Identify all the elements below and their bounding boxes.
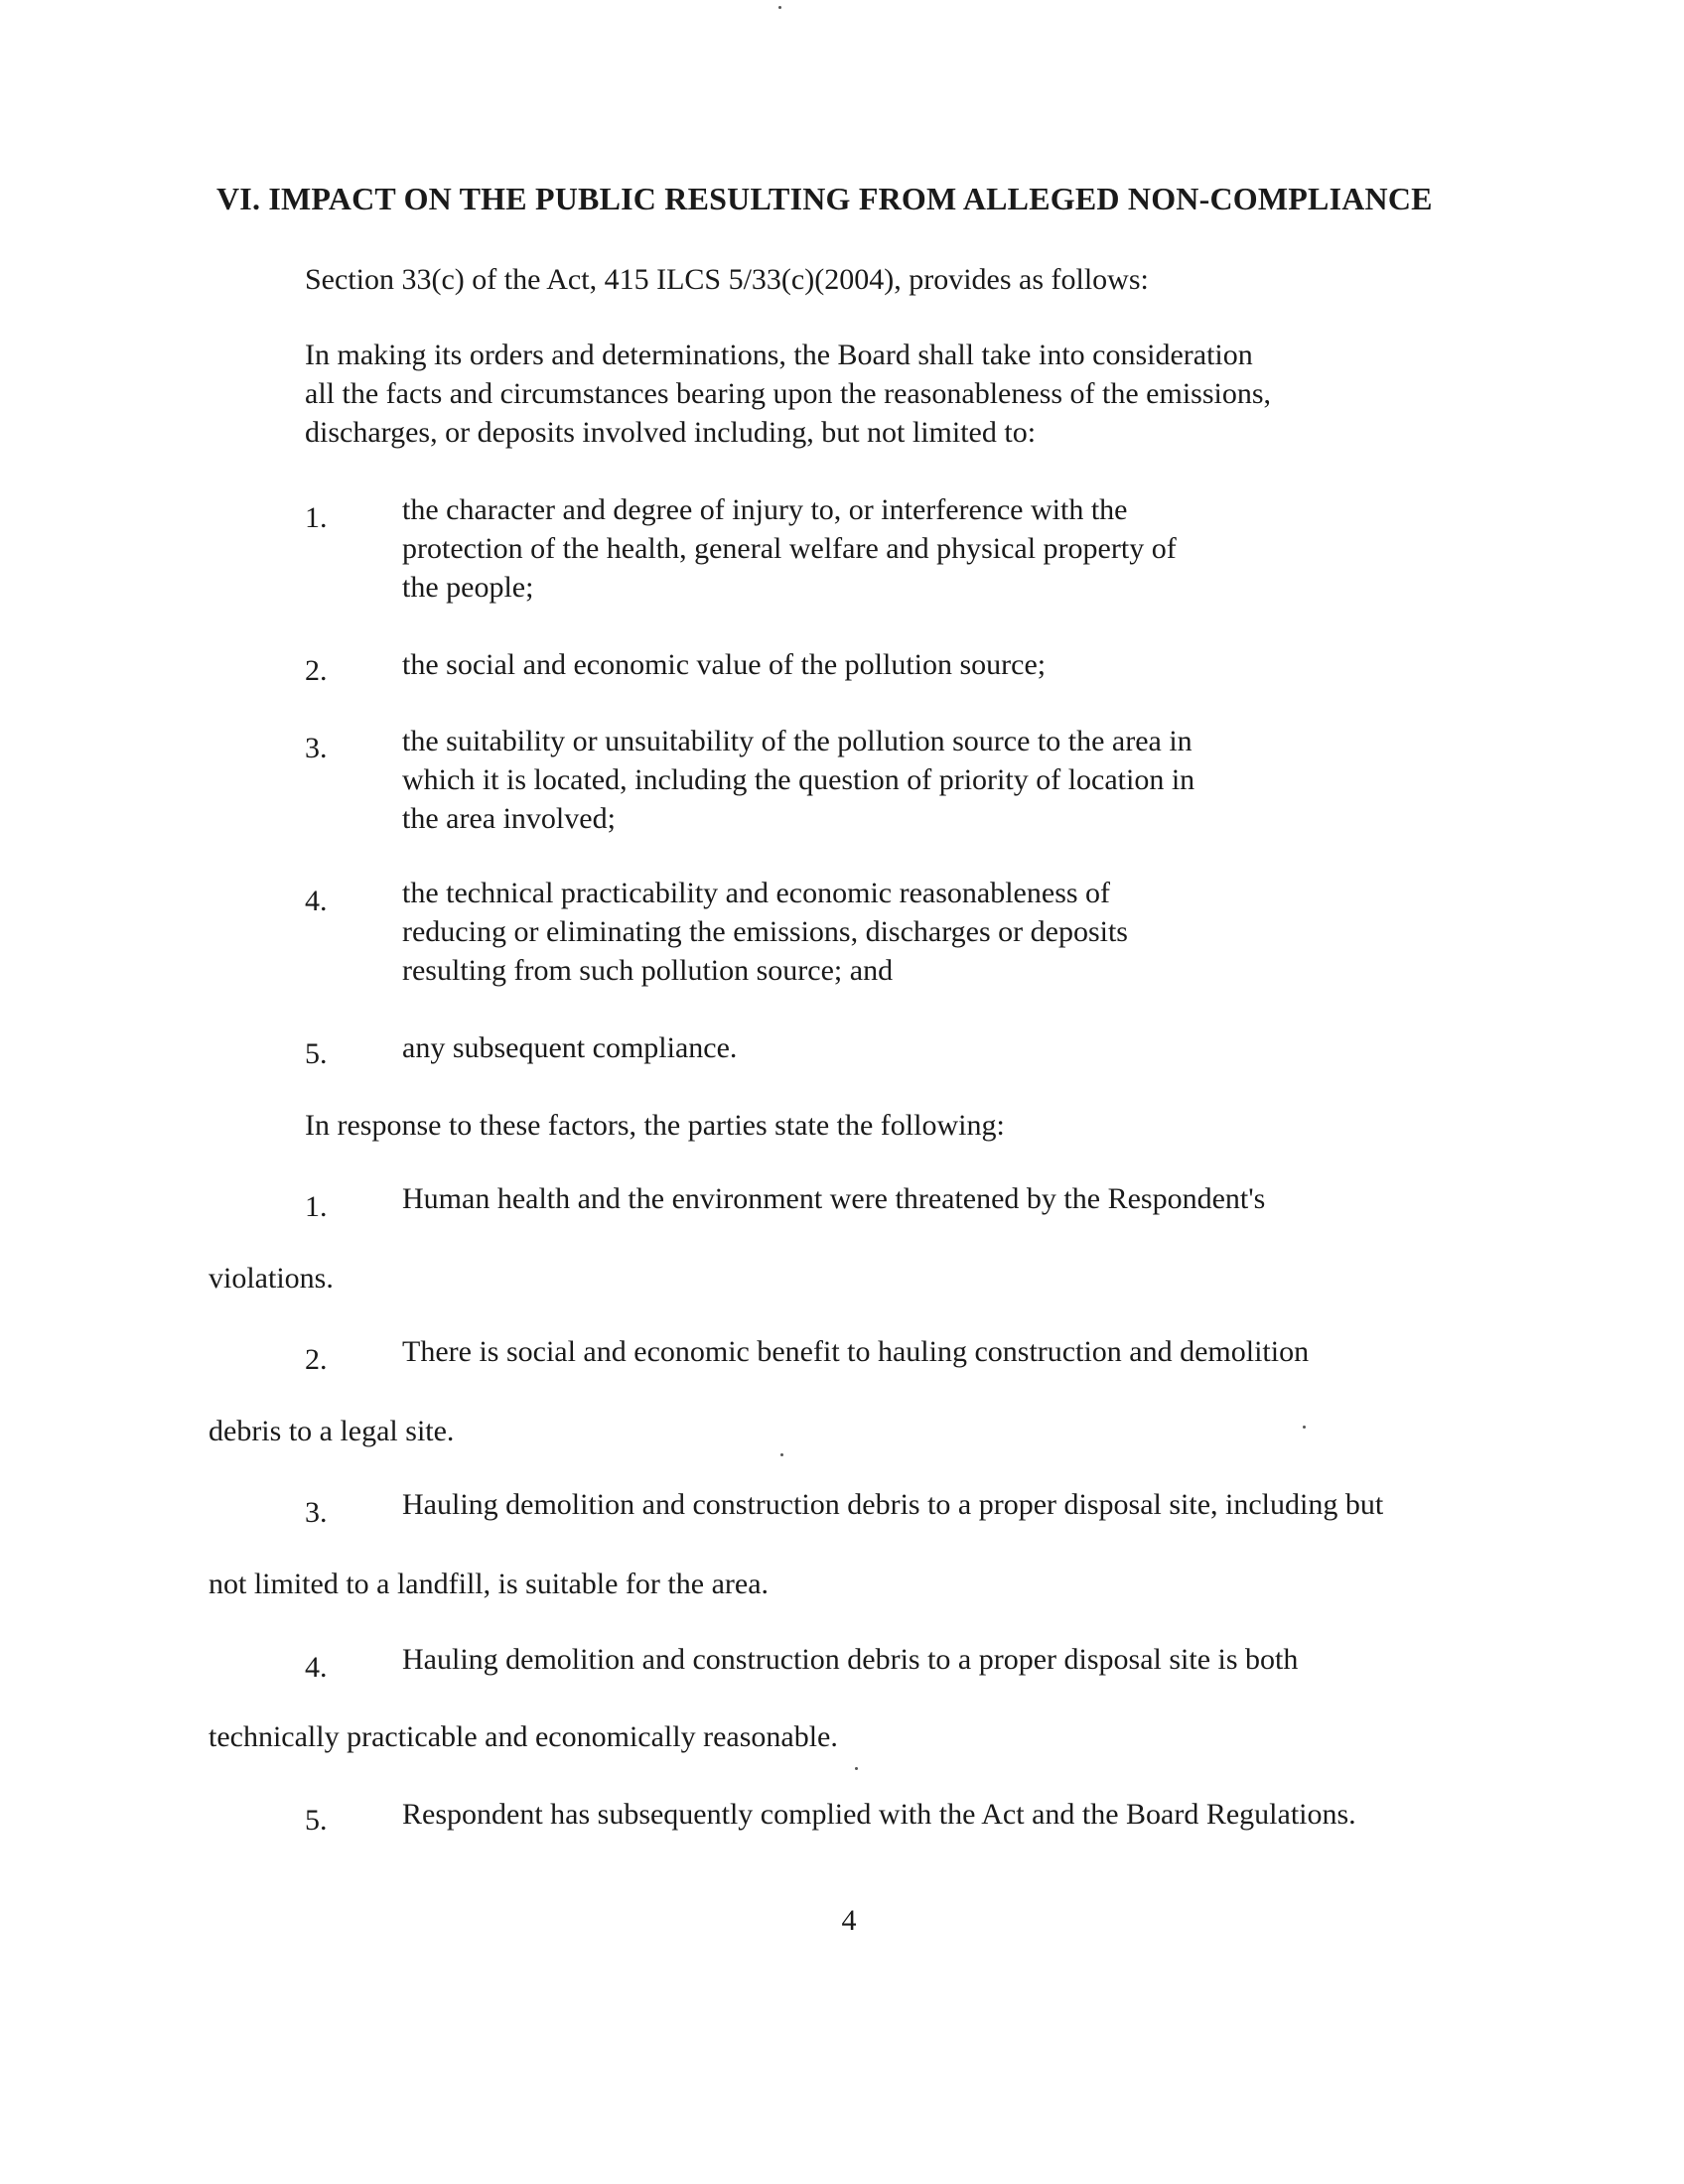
response-number: 2. (305, 1343, 328, 1376)
response-text: Respondent has subsequently complied with the Act and the Board Regulations. (402, 1798, 1356, 1831)
response-continuation: violations. (209, 1262, 334, 1295)
scan-speck (1303, 1426, 1306, 1429)
response-continuation: debris to a legal site. (209, 1415, 455, 1447)
factor-line: the area involved; (402, 802, 616, 835)
factor-line: protection of the health, general welfare and physical property of (402, 532, 1177, 565)
page-number: 4 (841, 1904, 857, 1937)
response-number: 5. (305, 1804, 328, 1837)
factor-line: the social and economic value of the pollution source; (402, 648, 1047, 681)
factor-number: 1. (305, 501, 328, 534)
response-number: 4. (305, 1651, 328, 1684)
factor-number: 5. (305, 1037, 328, 1070)
quote-line: discharges, or deposits involved including, but not limited to: (305, 416, 1037, 449)
response-text: Hauling demolition and construction debris to a proper disposal site, including but (402, 1488, 1384, 1521)
factor-line: resulting from such pollution source; and (402, 954, 894, 987)
scan-speck (855, 1767, 858, 1770)
scan-speck (780, 1453, 783, 1456)
response-text: There is social and economic benefit to hauling construction and demolition (402, 1335, 1310, 1368)
factor-line: reducing or eliminating the emissions, discharges or deposits (402, 915, 1128, 948)
response-continuation: not limited to a landfill, is suitable for the area. (209, 1568, 770, 1600)
factor-number: 2. (305, 654, 328, 687)
response-continuation: technically practicable and economically reasonable. (209, 1720, 838, 1753)
response-number: 1. (305, 1190, 328, 1223)
factor-line: any subsequent compliance. (402, 1031, 738, 1064)
factor-line: the people; (402, 571, 534, 604)
factor-line: which it is located, including the question of priority of location in (402, 763, 1195, 796)
response-intro: In response to these factors, the parties state the following: (305, 1109, 1005, 1142)
response-text: Hauling demolition and construction debris to a proper disposal site is both (402, 1643, 1299, 1676)
response-text: Human health and the environment were threatened by the Respondent's (402, 1182, 1266, 1215)
factor-line: the character and degree of injury to, or interference with the (402, 493, 1128, 526)
response-number: 3. (305, 1496, 328, 1529)
quote-line: all the facts and circumstances bearing upon the reasonableness of the emissions, (305, 377, 1272, 410)
section-heading: VI. IMPACT ON THE PUBLIC RESULTING FROM ALLEGED NON-COMPLIANCE (216, 181, 1433, 216)
factor-number: 4. (305, 885, 328, 917)
factor-number: 3. (305, 732, 328, 764)
scan-speck (778, 6, 781, 9)
factor-line: the technical practicability and economic reasonableness of (402, 877, 1111, 909)
intro-text: Section 33(c) of the Act, 415 ILCS 5/33(c)(2004), provides as follows: (305, 263, 1149, 296)
quote-line: In making its orders and determinations, the Board shall take into consideration (305, 339, 1253, 371)
factor-line: the suitability or unsuitability of the pollution source to the area in (402, 725, 1193, 757)
